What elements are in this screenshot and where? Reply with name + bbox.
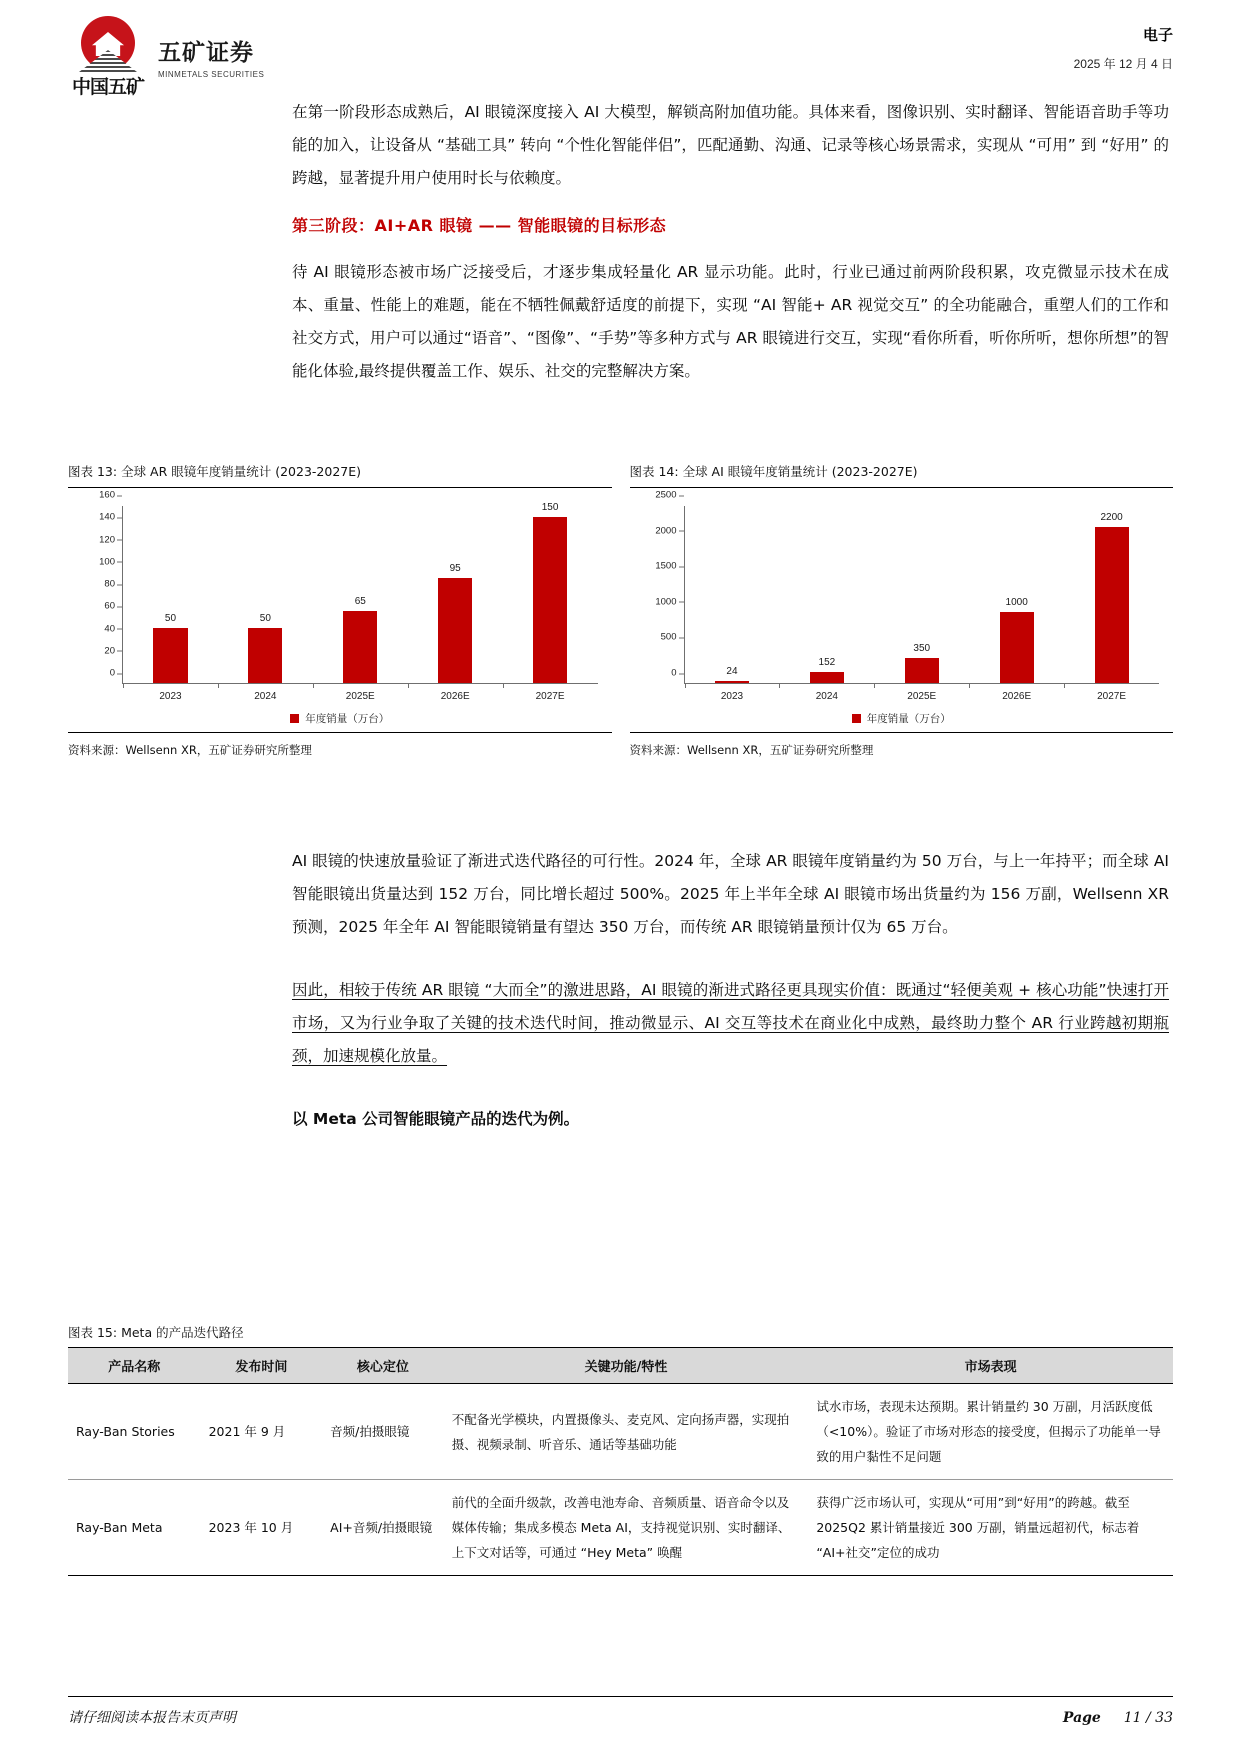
- chart14-bar-slot: [685, 506, 780, 683]
- chart14-bar-label: 350: [913, 643, 931, 655]
- table-header-row: [68, 1348, 1173, 1384]
- chart13-bars: [123, 502, 598, 683]
- chart13-bar: [343, 596, 377, 683]
- chart14-x-tick-labels: [685, 691, 1160, 702]
- minmetals-emblem-icon: [72, 16, 145, 98]
- chart13-legend: [76, 711, 604, 726]
- page-footer: [68, 1696, 1173, 1727]
- chart14-xtick: 2026E: [969, 691, 1064, 702]
- cell-release-date: 2023 年 10 月: [201, 1480, 323, 1576]
- cell-core-positioning: 音频/拍摄眼镜: [322, 1384, 444, 1480]
- chart14-bar: [1000, 597, 1034, 683]
- column-header-market-performance: 市场表现: [808, 1348, 1173, 1384]
- cell-product-name: Ray-Ban Meta: [68, 1480, 201, 1576]
- chart13-xtick: 2025E: [313, 691, 408, 702]
- chart13-ytick: 40: [104, 623, 122, 634]
- exhibit-13-chart: [76, 489, 604, 726]
- paragraph-conclusion: 因此，相较于传统 AR 眼镜 “大而全”的激进思路，AI 眼镜的渐进式路径更具现实价值：既通过“轻便美观 + 核心功能”快速打开市场，又为行业争取了关键的技术迭代时间，推动微显示、AI 交互等技术在商业化中成熟，最终助力整个 AR 行业跨越初期瓶颈，加速规模化放量。: [292, 981, 1169, 1065]
- document-body-lower: [0, 845, 1241, 1136]
- chart13-plot-area: [99, 489, 598, 684]
- chart13-bar: [533, 502, 567, 683]
- logo-brand-cn: 五矿证券: [158, 40, 254, 66]
- chart13-legend-swatch-icon: [290, 714, 299, 723]
- exhibit-14-chart: [638, 489, 1166, 726]
- chart13-ytick: 100: [99, 556, 122, 567]
- exhibit-15: [68, 1323, 1173, 1576]
- chart14-bar: [905, 643, 939, 683]
- report-sector: 电子: [1142, 26, 1173, 44]
- paragraph-ai-volume: AI 眼镜的快速放量验证了渐进式迭代路径的可行性。2024 年，全球 AR 眼镜年度销量约为 50 万台，与上一年持平；而全球 AI 智能眼镜出货量达到 152 万台，同比增长超过 500%。2025 年上半年全球 AI 眼镜市场出货量约为 156 万副，Wellsenn XR 预测，2025 年全年 AI 智能眼镜销量有望达 350 万台，而传统 AR 眼镜销量预计仅为 65 万台。: [292, 852, 1169, 936]
- column-header-core-positioning: 核心定位: [322, 1348, 444, 1384]
- exhibit-14-box: [630, 487, 1174, 733]
- chart13-bar-label: 50: [164, 612, 177, 624]
- chart13-bar-slot: [123, 506, 218, 683]
- exhibit-13-title: 图表 13: 全球 AR 眼镜年度销量统计 (2023-2027E): [68, 464, 362, 479]
- chart13-ytick: 20: [104, 645, 122, 656]
- chart14-ytick: 2000: [655, 525, 683, 536]
- footer-disclaimer: 请仔细阅读本报告末页声明: [68, 1710, 236, 1726]
- chart13-xtick: 2026E: [408, 691, 503, 702]
- chart14-bar: [715, 666, 749, 683]
- chart13-bar: [153, 612, 187, 683]
- chart14-xtick: 2027E: [1064, 691, 1159, 702]
- cell-key-features: 不配备光学模块，内置摄像头、麦克风、定向扬声器，实现拍摄、视频录制、听音乐、通话等基础功能: [444, 1384, 809, 1480]
- chart14-bar-slot: [779, 506, 874, 683]
- chart14-bar: [1095, 512, 1129, 683]
- chart14-legend-label: 年度销量（万台）: [866, 713, 951, 725]
- chart14-xtick: 2024: [779, 691, 874, 702]
- chart14-ytick: 1500: [655, 561, 683, 572]
- cell-core-positioning: AI+音频/拍摄眼镜: [322, 1480, 444, 1576]
- footer-page-number: 11 / 33: [1123, 1710, 1173, 1726]
- chart14-x-axis: [684, 683, 1160, 684]
- logo-group-name: 中国五矿: [72, 76, 145, 98]
- table-row: [68, 1384, 1173, 1480]
- cell-key-features: 前代的全面升级款，改善电池寿命、音频质量、语音命令以及媒体传输；集成多模态 Meta AI，支持视觉识别、实时翻译、上下文对话等，可通过 “Hey Meta” 唤醒: [444, 1480, 809, 1576]
- chart14-xtick: 2023: [685, 691, 780, 702]
- exhibit-14-title: 图表 14: 全球 AI 眼镜年度销量统计 (2023-2027E): [629, 464, 918, 479]
- chart14-plot-area: [655, 489, 1160, 684]
- chart14-bar-label: 1000: [1005, 597, 1028, 609]
- chart13-xtick: 2023: [123, 691, 218, 702]
- cell-market-performance: 试水市场，表现未达预期。累计销量约 30 万副，月活跃度低（<10%）。验证了市场对形态的接受度，但揭示了功能单一导致的用户黏性不足问题: [808, 1384, 1173, 1480]
- chart14-bar-label: 24: [726, 666, 738, 678]
- chart13-ytick: 80: [104, 579, 122, 590]
- chart14-legend: [638, 711, 1166, 726]
- chart13-bar: [438, 562, 472, 683]
- chart14-ytick: 500: [661, 632, 684, 643]
- column-header-release-date: 发布时间: [201, 1348, 323, 1384]
- exhibit-14-source: 资料来源：Wellsenn XR，五矿证券研究所整理: [629, 743, 874, 757]
- chart13-x-axis: [122, 683, 598, 684]
- chart13-ytick: 120: [99, 534, 122, 545]
- chart13-ytick: 160: [99, 490, 122, 501]
- chart14-bar-slot: [969, 506, 1064, 683]
- company-logo: [72, 16, 265, 98]
- chart13-bar-slot: [218, 506, 313, 683]
- footer-page: [1063, 1710, 1173, 1726]
- chart13-x-tick-labels: [123, 691, 598, 702]
- chart13-bar-slot: [503, 502, 598, 683]
- chart14-bar: [810, 657, 844, 683]
- chart14-xtick: 2025E: [874, 691, 969, 702]
- cell-product-name: Ray-Ban Stories: [68, 1384, 201, 1480]
- paragraph-stage3-detail: 待 AI 眼镜形态被市场广泛接受后，才逐步集成轻量化 AR 显示功能。此时，行业已通过前两阶段积累，攻克微显示技术在成本、重量、性能上的难题，能在不牺牲佩戴舒适度的前提下，实现 “AI 智能+ AR 视觉交互” 的全功能融合，重塑人们的工作和社交方式，用户可以通过“语音”、“图像”、“手势”等多种方式与 AR 眼镜进行交互，实现“看你所看，听你所听，想你所想”的智能化体验,最终提供覆盖工作、娱乐、社交的完整解决方案。: [292, 263, 1169, 380]
- chart14-bars: [685, 506, 1160, 683]
- document-body: [0, 92, 1241, 388]
- chart13-xtick: 2024: [218, 691, 313, 702]
- chart13-bar-label: 65: [354, 596, 366, 608]
- chart13-ytick: 140: [99, 512, 122, 523]
- page-header: [0, 0, 1241, 98]
- exhibit-13-box: [68, 487, 612, 733]
- paragraph-meta-intro: 以 Meta 公司智能眼镜产品的迭代为例。: [292, 1110, 580, 1128]
- logo-brand-en: MINMETALS SECURITIES: [158, 70, 265, 79]
- chart14-bar-label: 2200: [1100, 512, 1123, 524]
- column-header-product-name: 产品名称: [68, 1348, 201, 1384]
- chart14-bar-slot: [1064, 506, 1159, 683]
- chart13-bar-slot: [408, 506, 503, 683]
- chart13-bar-slot: [313, 506, 408, 683]
- report-date: 2025 年 12 月 4 日: [1073, 57, 1173, 71]
- chart14-bar-label: 152: [818, 657, 836, 669]
- table-row: [68, 1480, 1173, 1576]
- heading-stage-three: 第三阶段：AI+AR 眼镜 —— 智能眼镜的目标形态: [292, 216, 667, 235]
- chart14-legend-swatch-icon: [852, 714, 861, 723]
- exhibit-row-charts: [68, 462, 1173, 758]
- logo-wordmark: [158, 16, 264, 79]
- chart13-ytick: 0: [110, 668, 122, 679]
- column-header-key-features: 关键功能/特性: [444, 1348, 809, 1384]
- header-meta: [1074, 24, 1173, 72]
- chart14-ytick: 0: [671, 668, 683, 679]
- chart14-ytick: 1000: [655, 596, 683, 607]
- paragraph-stage2-detail: 在第一阶段形态成熟后，AI 眼镜深度接入 AI 大模型，解锁高附加值功能。具体来看，图像识别、实时翻译、智能语音助手等功能的加入，让设备从 “基础工具” 转向 “个性化智能伴侣”，匹配通勤、沟通、记录等核心场景需求，实现从 “可用” 到 “好用” 的跨越，显著提升用户使用时长与依赖度。: [292, 103, 1169, 187]
- exhibit-13-source: 资料来源：Wellsenn XR，五矿证券研究所整理: [68, 743, 312, 757]
- chart13-bar-label: 95: [449, 562, 461, 574]
- chart13-bar: [248, 612, 282, 683]
- exhibit-14: [630, 462, 1174, 758]
- meta-iteration-table: [68, 1347, 1173, 1576]
- cell-market-performance: 获得广泛市场认可，实现从“可用”到“好用”的跨越。截至 2025Q2 累计销量接近 300 万副，销量远超初代，标志着“AI+社交”定位的成功: [808, 1480, 1173, 1576]
- chart14-ytick: 2500: [655, 490, 683, 501]
- exhibit-13: [68, 462, 612, 758]
- chart13-bar-label: 50: [259, 612, 271, 624]
- footer-page-label: Page: [1062, 1710, 1101, 1726]
- exhibit-15-title: 图表 15: Meta 的产品迭代路径: [68, 1325, 244, 1340]
- cell-release-date: 2021 年 9 月: [201, 1384, 323, 1480]
- chart13-xtick: 2027E: [503, 691, 598, 702]
- chart14-bar-slot: [874, 506, 969, 683]
- chart13-bar-label: 150: [541, 502, 559, 514]
- chart13-ytick: 60: [104, 601, 122, 612]
- chart13-legend-label: 年度销量（万台）: [305, 713, 390, 725]
